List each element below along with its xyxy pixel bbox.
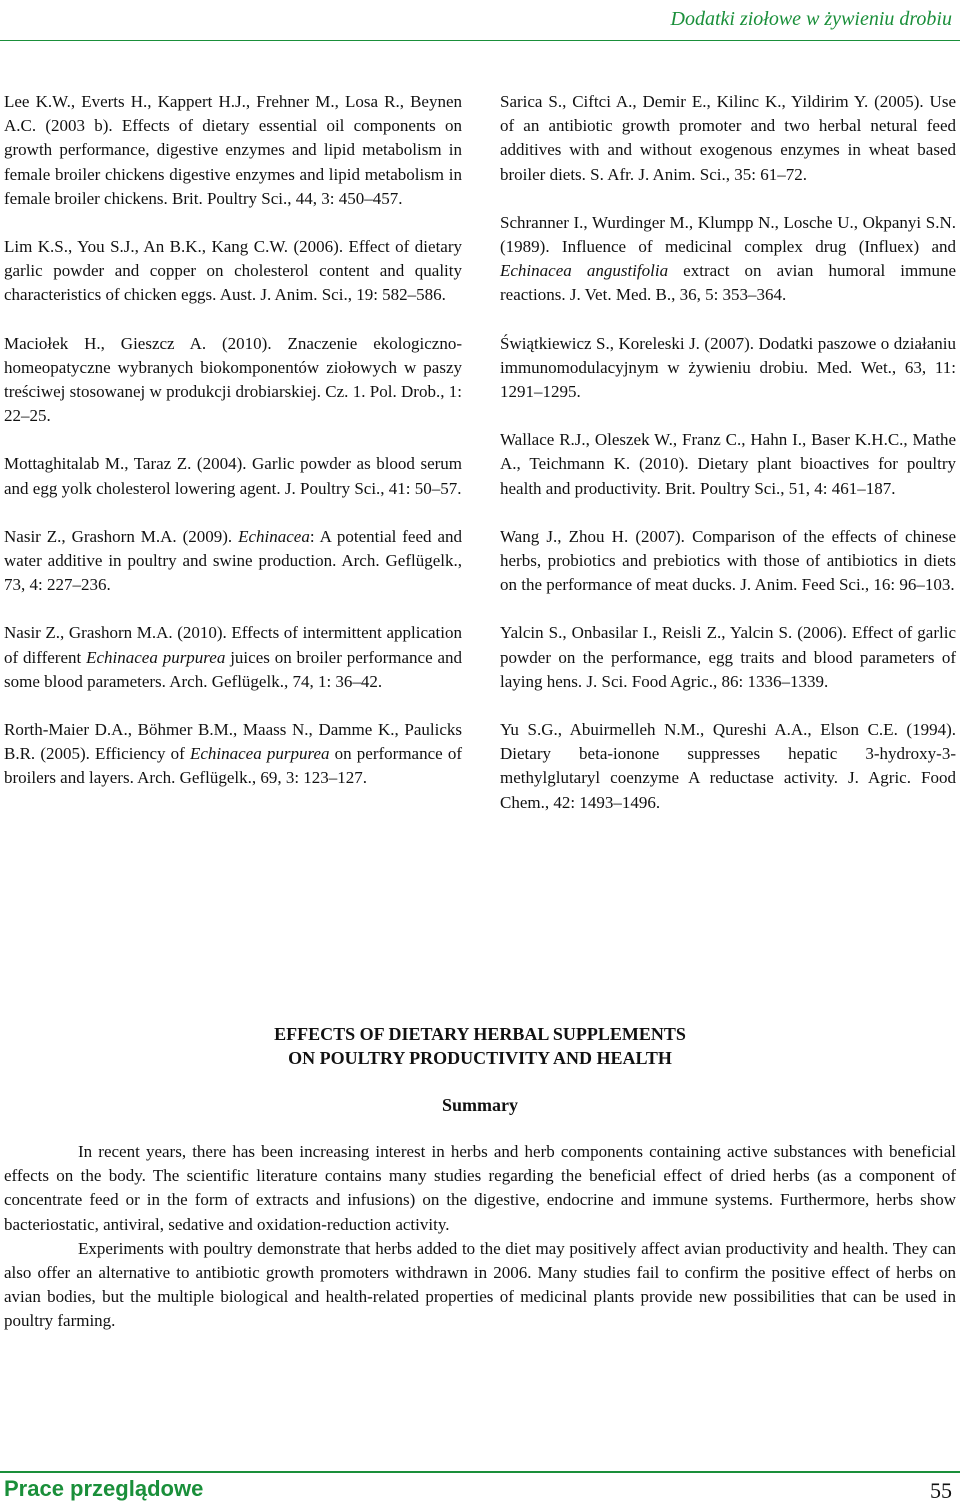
reference-item [500, 621, 956, 694]
reference-item [500, 332, 956, 405]
reference-item [4, 90, 462, 211]
running-head: Dodatki ziołowe w żywieniu drobiu [670, 8, 952, 30]
reference-item [500, 90, 956, 187]
references-left-column [4, 90, 462, 815]
footer-section-label: Prace przeglądowe [4, 1476, 204, 1501]
reference-text: juices on broiler performance and some blood parameters. Arch. Geflügelk., 74, 1: 36–42. [4, 647, 463, 691]
english-title-line-2: ON POULTRY PRODUCTIVITY AND HEALTH [288, 1048, 672, 1068]
reference-text: Schranner I., Wurdinger M., Klumpp N., Losche U., Okpanyi S.N. (1989). Influence of medicinal complex drug (Influex) and [500, 212, 956, 257]
reference-text: Wallace R.J., Oleszek W., Franz C., Hahn I., Baser K.H.C., Mathe A., Teichmann K. (2010). Dietary plant bioactives for poultry health and productivity. Brit. Poultry Sci., 51, 4: 461–187. [500, 430, 956, 498]
reference-text: Lee K.W., Everts H., Kappert H.J., Frehner M., Losa R., Beynen A.C. (2003 b). Effects of dietary essential oil components on growth performance, digestive enzymes and lipid metabolism in female broiler chickens digestive enzymes and lipid metabolism in female broiler chickens. Brit. Poultry Sci., 44, 3: 450–457. [4, 92, 462, 208]
page-number: 55 [930, 1478, 952, 1503]
reference-item [500, 718, 956, 815]
references-right-column [500, 90, 956, 839]
reference-italic: Echinacea purpurea [189, 744, 330, 764]
footer-rule [0, 1471, 960, 1473]
reference-item [4, 525, 462, 598]
reference-text: Wang J., Zhou H. (2007). Comparison of the effects of chinese herbs, probiotics and prebiotics with those of antibiotics in diets on the performance of meat ducks. J. Anim. Feed Sci., 16: 96–103. [500, 526, 956, 595]
reference-text: Rorth-Maier D.A., Böhmer B.M., Maass N., Damme K., Paulicks B.R. (2005). Efficiency of [4, 720, 462, 764]
reference-text: Świątkiewicz S., Koreleski J. (2007). Dodatki paszowe o działaniu immunomodulacyjnym w żywieniu drobiu. Med. Wet., 63, 11: 1291–1295. [500, 333, 956, 402]
header-rule [0, 40, 960, 41]
reference-text: extract on avian humoral immune reactions. J. Vet. Med. B., 36, 5: 353–364. [500, 261, 956, 305]
summary-paragraph-2: Experiments with poultry demonstrate that herbs added to the diet may positively affect avian productivity and health. They can also offer an alternative to antibiotic growth promoters withdrawn in 2006. Many studies fail to confirm the positive effect of herbs on avian bodies, but the multiple biological and health-related properties of medicinal plants provide new possibilities that can be used in poultry farming. [4, 1238, 956, 1331]
reference-italic: Echinacea [238, 526, 310, 546]
reference-text: on performance of broilers and layers. Arch. Geflügelk., 69, 3: 123–127. [4, 744, 462, 788]
reference-item [4, 452, 462, 500]
english-title-line-1: EFFECTS OF DIETARY HERBAL SUPPLEMENTS [274, 1024, 686, 1044]
reference-item [500, 428, 956, 501]
reference-item [4, 718, 462, 791]
reference-text: Mottaghitalab M., Taraz Z. (2004). Garlic powder as blood serum and egg yolk cholesterol lowering agent. J. Poultry Sci., 41: 50–57. [4, 454, 462, 498]
reference-italic: Echinacea purpurea [86, 647, 226, 667]
reference-item [500, 211, 956, 308]
summary-body [4, 1140, 956, 1334]
english-title [0, 1022, 960, 1070]
reference-text: Nasir Z., Grashorn M.A. (2010). Effects of intermittent application of different [4, 623, 462, 667]
summary-paragraph-1: In recent years, there has been increasing interest in herbs and herb components containing active substances with beneficial effects on the body. The scientific literature contains many studies regarding the beneficial effect of dried herbs (as a component of concentrate feed or in the form of extracts and infusions) on the digestive, endocrine and immune systems. Furthermore, herbs show bacteriostatic, antiviral, sedative and oxidation-reduction activity. [4, 1142, 956, 1234]
summary-heading: Summary [442, 1095, 518, 1115]
reference-text: Yalcin S., Onbasilar I., Reisli Z., Yalcin S. (2006). Effect of garlic powder on the performance, egg traits and blood parameters of laying hens. J. Sci. Food Agric., 86: 1336–1339. [500, 623, 956, 691]
reference-item [4, 621, 462, 694]
reference-text: Nasir Z., Grashorn M.A. (2009). [4, 526, 239, 546]
reference-item [4, 235, 462, 308]
reference-text: Sarica S., Ciftci A., Demir E., Kilinc K., Yildirim Y. (2005). Use of an antibiotic growth promoter and two herbal netural feed additives with and without exogenous enzymes in wheat based broiler diets. S. Afr. J. Anim. Sci., 35: 61–72. [500, 92, 956, 184]
reference-text: Yu S.G., Abuirmelleh N.M., Qureshi A.A., Elson C.E. (1994). Dietary beta-ionone suppresses hepatic 3-hydroxy-3-methylglutaryl coenzyme A reductase activity. J. Agric. Food Chem., 42: 1493–1496. [500, 720, 956, 812]
reference-text: Lim K.S., You S.J., An B.K., Kang C.W. (2006). Effect of dietary garlic powder and copper on cholesterol content and quality characteristics of chicken eggs. Aust. J. Anim. Sci., 19: 582–586. [4, 237, 462, 305]
reference-item [4, 332, 462, 429]
reference-item [500, 525, 956, 598]
reference-text: : A potential feed and water additive in poultry and swine production. Arch. Geflügelk., 73, 4: 227–236. [4, 526, 463, 595]
reference-italic: Echinacea angustifolia [500, 261, 669, 281]
reference-text: Maciołek H., Gieszcz A. (2010). Znaczenie ekologiczno-homeopatyczne wybranych biokomponentów ziołowych w paszy treściwej stosowanej w produkcji drobiarskiej. Cz. 1. Pol. Drob., 1: 22–25. [4, 333, 462, 426]
